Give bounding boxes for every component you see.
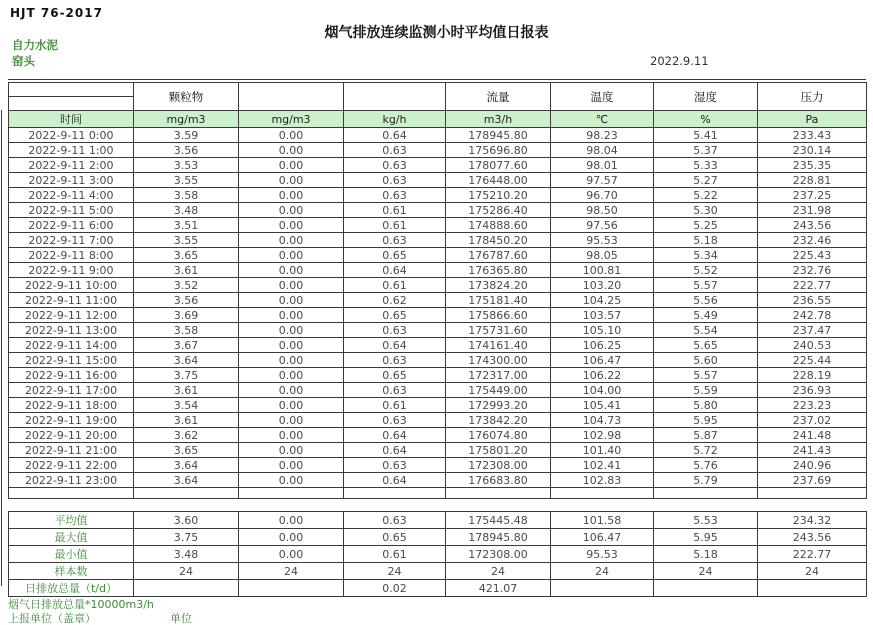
table-row-value: 176074.80 xyxy=(446,428,551,443)
table-row-value: 241.43 xyxy=(758,443,867,458)
table-row-value: 102.83 xyxy=(551,473,654,488)
table-row-value: 237.25 xyxy=(758,188,867,203)
table-row-label: 2022-9-11 14:00 xyxy=(9,338,134,353)
table-row xyxy=(9,233,867,248)
table-row-value: 0.00 xyxy=(239,323,344,338)
summary-row-value xyxy=(134,580,239,597)
summary-row-value: 106.47 xyxy=(551,529,654,546)
table-row-value: 0.00 xyxy=(239,233,344,248)
table-row-value: 105.41 xyxy=(551,398,654,413)
table-row-value: 106.22 xyxy=(551,368,654,383)
table-row-value: 0.65 xyxy=(344,308,446,323)
company-name: 自力水泥 xyxy=(12,38,58,52)
table-row-value: 0.00 xyxy=(239,473,344,488)
table-row-value: 0.00 xyxy=(239,248,344,263)
table-row-value: 174300.00 xyxy=(446,353,551,368)
table-row-value: 0.65 xyxy=(344,248,446,263)
table-row xyxy=(9,383,867,398)
table-row xyxy=(9,293,867,308)
table-row-value: 0.00 xyxy=(239,308,344,323)
table-row xyxy=(9,248,867,263)
table-row-value: 222.77 xyxy=(758,278,867,293)
table-row-value: 105.10 xyxy=(551,323,654,338)
table-row-value: 176448.00 xyxy=(446,173,551,188)
header-time-top xyxy=(9,83,134,97)
summary-row-value: 101.58 xyxy=(551,512,654,529)
table-row-value: 0.00 xyxy=(239,173,344,188)
table-row-value: 3.48 xyxy=(134,203,239,218)
table-row-label: 2022-9-11 11:00 xyxy=(9,293,134,308)
table-row-value: 175286.40 xyxy=(446,203,551,218)
table-row-value: 5.87 xyxy=(654,428,758,443)
table-row-value: 5.57 xyxy=(654,278,758,293)
table-row-value: 5.60 xyxy=(654,353,758,368)
table-row-value: 5.52 xyxy=(654,263,758,278)
summary-row xyxy=(9,563,867,580)
summary-row-value: 0.00 xyxy=(239,512,344,529)
summary-row xyxy=(9,546,867,563)
summary-row-value: 5.18 xyxy=(654,546,758,563)
table-row-value: 95.53 xyxy=(551,233,654,248)
table-row xyxy=(9,188,867,203)
header-col3 xyxy=(344,83,446,111)
summary-row-value: 24 xyxy=(551,563,654,580)
table-row-value: 231.98 xyxy=(758,203,867,218)
footer-unit-label: 单位 xyxy=(170,612,192,625)
table-row-label: 2022-9-11 18:00 xyxy=(9,398,134,413)
summary-row-value: 0.63 xyxy=(344,512,446,529)
table-row-value: 5.30 xyxy=(654,203,758,218)
table-row-value: 178077.60 xyxy=(446,158,551,173)
table-row-value: 0.65 xyxy=(344,368,446,383)
table-row-value: 0.63 xyxy=(344,413,446,428)
table-row-value: 102.41 xyxy=(551,458,654,473)
table-row-value: 225.43 xyxy=(758,248,867,263)
table-row-label: 2022-9-11 13:00 xyxy=(9,323,134,338)
table-row-value: 225.44 xyxy=(758,353,867,368)
table-row-value: 103.57 xyxy=(551,308,654,323)
table-row-label: 2022-9-11 1:00 xyxy=(9,143,134,158)
table-row-value: 0.00 xyxy=(239,278,344,293)
table-row-value: 0.63 xyxy=(344,458,446,473)
table-row-value: 3.64 xyxy=(134,353,239,368)
table-row-value: 5.33 xyxy=(654,158,758,173)
table-row-value: 98.01 xyxy=(551,158,654,173)
standard-number: HJT 76-2017 xyxy=(10,6,103,20)
table-row-label: 2022-9-11 9:00 xyxy=(9,263,134,278)
table-row-value: 0.63 xyxy=(344,158,446,173)
summary-row xyxy=(9,529,867,546)
table-row-label: 2022-9-11 16:00 xyxy=(9,368,134,383)
table-row-label: 2022-9-11 2:00 xyxy=(9,158,134,173)
table-row-label: 2022-9-11 6:00 xyxy=(9,218,134,233)
report-date: 2022.9.11 xyxy=(650,54,709,68)
table-row-value: 0.00 xyxy=(239,203,344,218)
table-row-value: 178945.80 xyxy=(446,128,551,143)
table-row-value: 3.54 xyxy=(134,398,239,413)
data-table xyxy=(8,82,867,499)
table-row-value: 232.46 xyxy=(758,233,867,248)
units-row xyxy=(9,111,867,128)
table-row-label: 2022-9-11 4:00 xyxy=(9,188,134,203)
table-row xyxy=(9,308,867,323)
table-row xyxy=(9,158,867,173)
summary-row xyxy=(9,580,867,597)
table-row xyxy=(9,473,867,488)
summary-row-value: 234.32 xyxy=(758,512,867,529)
table-row xyxy=(9,443,867,458)
table-row-label: 2022-9-11 5:00 xyxy=(9,203,134,218)
table-row-value: 0.64 xyxy=(344,338,446,353)
table-row xyxy=(9,413,867,428)
table-row-value: 3.61 xyxy=(134,383,239,398)
table-row-value: 3.53 xyxy=(134,158,239,173)
table-row-label: 2022-9-11 15:00 xyxy=(9,353,134,368)
table-row-value: 97.57 xyxy=(551,173,654,188)
table-row-value: 172317.00 xyxy=(446,368,551,383)
table-row-value: 0.63 xyxy=(344,323,446,338)
table-row-value: 0.64 xyxy=(344,443,446,458)
table-row xyxy=(9,398,867,413)
table-row-value: 3.59 xyxy=(134,128,239,143)
unit-pm: mg/m3 xyxy=(134,111,239,128)
table-row-value: 228.81 xyxy=(758,173,867,188)
table-row-label: 2022-9-11 7:00 xyxy=(9,233,134,248)
table-row-value: 103.20 xyxy=(551,278,654,293)
table-row-value: 3.75 xyxy=(134,368,239,383)
summary-row-value: 172308.00 xyxy=(446,546,551,563)
table-row-value: 176787.60 xyxy=(446,248,551,263)
table-row-value: 5.56 xyxy=(654,293,758,308)
table-row-label: 2022-9-11 22:00 xyxy=(9,458,134,473)
table-row-value: 3.58 xyxy=(134,323,239,338)
header-row-1 xyxy=(9,83,867,97)
table-row-value: 104.73 xyxy=(551,413,654,428)
table-row-value: 0.00 xyxy=(239,143,344,158)
table-row-value: 173842.20 xyxy=(446,413,551,428)
summary-row-label: 最大值 xyxy=(9,529,134,546)
table-row-value: 3.55 xyxy=(134,233,239,248)
table-row-value: 175449.00 xyxy=(446,383,551,398)
table-row-value: 0.63 xyxy=(344,173,446,188)
table-row-value: 0.00 xyxy=(239,263,344,278)
summary-row-value: 5.53 xyxy=(654,512,758,529)
table-row-value: 0.00 xyxy=(239,383,344,398)
table-row-value: 240.96 xyxy=(758,458,867,473)
table-row-value: 0.63 xyxy=(344,233,446,248)
table-row-value: 173824.20 xyxy=(446,278,551,293)
table-row-value: 240.53 xyxy=(758,338,867,353)
table-row-value: 98.50 xyxy=(551,203,654,218)
unit-flow: m3/h xyxy=(446,111,551,128)
table-row-value: 172308.00 xyxy=(446,458,551,473)
table-row-value: 0.00 xyxy=(239,158,344,173)
table-row-value: 0.64 xyxy=(344,473,446,488)
table-row-value: 106.47 xyxy=(551,353,654,368)
table-row-label: 2022-9-11 12:00 xyxy=(9,308,134,323)
table-row-value: 3.56 xyxy=(134,143,239,158)
footer-report-unit: 上报单位（盖章） xyxy=(8,612,96,625)
table-row-value: 175210.20 xyxy=(446,188,551,203)
table-row xyxy=(9,143,867,158)
unit-humidity: % xyxy=(654,111,758,128)
table-row-value: 3.56 xyxy=(134,293,239,308)
summary-row-value: 3.60 xyxy=(134,512,239,529)
summary-row-value: 0.61 xyxy=(344,546,446,563)
table-row-label: 2022-9-11 0:00 xyxy=(9,128,134,143)
table-row xyxy=(9,173,867,188)
summary-row-value: 243.56 xyxy=(758,529,867,546)
table-row-value: 0.61 xyxy=(344,278,446,293)
table-row-value: 0.00 xyxy=(239,368,344,383)
table-row-label: 2022-9-11 19:00 xyxy=(9,413,134,428)
table-row-value: 175696.80 xyxy=(446,143,551,158)
table-row-value: 0.00 xyxy=(239,428,344,443)
table-row-value: 0.64 xyxy=(344,263,446,278)
table-row-value: 230.14 xyxy=(758,143,867,158)
table-row-value: 237.02 xyxy=(758,413,867,428)
page-title: 烟气排放连续监测小时平均值日报表 xyxy=(324,25,549,41)
table-row-value: 3.62 xyxy=(134,428,239,443)
header-flow: 流量 xyxy=(446,83,551,111)
table-row-label: 2022-9-11 10:00 xyxy=(9,278,134,293)
table-row-value: 0.63 xyxy=(344,188,446,203)
summary-row-value: 178945.80 xyxy=(446,529,551,546)
table-row-value: 5.59 xyxy=(654,383,758,398)
table-row-value: 0.61 xyxy=(344,218,446,233)
table-row-value: 0.00 xyxy=(239,338,344,353)
table-row-value: 98.04 xyxy=(551,143,654,158)
table-row-value: 100.81 xyxy=(551,263,654,278)
table-row-value: 3.67 xyxy=(134,338,239,353)
summary-row-value: 5.95 xyxy=(654,529,758,546)
summary-row-value: 24 xyxy=(239,563,344,580)
table-row-value: 5.79 xyxy=(654,473,758,488)
separator-row xyxy=(9,488,867,499)
unit-temperature: ℃ xyxy=(551,111,654,128)
table-row-value: 5.34 xyxy=(654,248,758,263)
table-row-value: 98.23 xyxy=(551,128,654,143)
table-row-value: 3.65 xyxy=(134,443,239,458)
summary-row-value: 0.65 xyxy=(344,529,446,546)
table-row-value: 175731.60 xyxy=(446,323,551,338)
table-row-value: 0.00 xyxy=(239,353,344,368)
table-row-value: 0.63 xyxy=(344,143,446,158)
table-row xyxy=(9,353,867,368)
summary-row-label: 样本数 xyxy=(9,563,134,580)
table-row-value: 0.61 xyxy=(344,203,446,218)
table-row-value: 0.00 xyxy=(239,293,344,308)
table-row-value: 0.63 xyxy=(344,353,446,368)
unit-col2: mg/m3 xyxy=(239,111,344,128)
summary-row-value: 0.02 xyxy=(344,580,446,597)
table-row-value: 237.47 xyxy=(758,323,867,338)
table-row-value: 5.76 xyxy=(654,458,758,473)
table-row-label: 2022-9-11 23:00 xyxy=(9,473,134,488)
summary-row-value: 3.75 xyxy=(134,529,239,546)
table-row-value: 104.25 xyxy=(551,293,654,308)
table-row-value: 237.69 xyxy=(758,473,867,488)
unit-pressure: Pa xyxy=(758,111,867,128)
table-row xyxy=(9,218,867,233)
summary-row-value: 24 xyxy=(134,563,239,580)
summary-row-value xyxy=(758,580,867,597)
table-row-label: 2022-9-11 8:00 xyxy=(9,248,134,263)
table-row xyxy=(9,278,867,293)
table-row xyxy=(9,263,867,278)
table-row-value: 102.98 xyxy=(551,428,654,443)
table-row-value: 3.65 xyxy=(134,248,239,263)
summary-row-value: 24 xyxy=(344,563,446,580)
table-row-value: 232.76 xyxy=(758,263,867,278)
table-row-value: 3.52 xyxy=(134,278,239,293)
summary-row-value: 0.00 xyxy=(239,529,344,546)
table-row-value: 5.37 xyxy=(654,143,758,158)
table-row-value: 223.23 xyxy=(758,398,867,413)
header-col2 xyxy=(239,83,344,111)
table-row-value: 5.57 xyxy=(654,368,758,383)
summary-row-label: 平均值 xyxy=(9,512,134,529)
table-row-value: 5.25 xyxy=(654,218,758,233)
table-row-value: 0.63 xyxy=(344,383,446,398)
summary-row-label: 日排放总量（t/d） xyxy=(9,580,134,597)
table-row xyxy=(9,338,867,353)
table-row-label: 2022-9-11 20:00 xyxy=(9,428,134,443)
table-row-value: 0.00 xyxy=(239,218,344,233)
table-row-value: 0.00 xyxy=(239,413,344,428)
table-row-value: 98.05 xyxy=(551,248,654,263)
table-row-value: 178450.20 xyxy=(446,233,551,248)
table-row-value: 236.55 xyxy=(758,293,867,308)
summary-row-value: 0.00 xyxy=(239,546,344,563)
header-time-bottom xyxy=(9,97,134,111)
left-rule xyxy=(1,110,2,586)
table-row-value: 174888.60 xyxy=(446,218,551,233)
table-row-value: 0.61 xyxy=(344,398,446,413)
summary-row-value: 24 xyxy=(758,563,867,580)
table-row-value: 235.35 xyxy=(758,158,867,173)
summary-row-value: 3.48 xyxy=(134,546,239,563)
header-temperature: 温度 xyxy=(551,83,654,111)
table-row-value: 236.93 xyxy=(758,383,867,398)
table-row-value: 5.41 xyxy=(654,128,758,143)
summary-row-value xyxy=(239,580,344,597)
table-row-value: 0.00 xyxy=(239,458,344,473)
table-row-value: 0.00 xyxy=(239,443,344,458)
table-row-value: 3.55 xyxy=(134,173,239,188)
table-row-value: 96.70 xyxy=(551,188,654,203)
table-row-label: 2022-9-11 3:00 xyxy=(9,173,134,188)
table-row-value: 0.64 xyxy=(344,428,446,443)
summary-row-value: 421.07 xyxy=(446,580,551,597)
monitoring-point: 窑头 xyxy=(12,54,35,68)
table-row-value: 3.58 xyxy=(134,188,239,203)
table-row-value: 3.61 xyxy=(134,263,239,278)
time-label: 时间 xyxy=(9,111,134,128)
table-row-value: 3.64 xyxy=(134,458,239,473)
table-row-label: 2022-9-11 21:00 xyxy=(9,443,134,458)
summary-row-value: 175445.48 xyxy=(446,512,551,529)
summary-row-value: 24 xyxy=(654,563,758,580)
summary-row xyxy=(9,512,867,529)
table-row xyxy=(9,458,867,473)
table-row-value: 3.51 xyxy=(134,218,239,233)
table-row-value: 0.00 xyxy=(239,398,344,413)
summary-row-value: 222.77 xyxy=(758,546,867,563)
table-row-value: 0.00 xyxy=(239,128,344,143)
table-row xyxy=(9,323,867,338)
table-row-value: 176683.80 xyxy=(446,473,551,488)
top-rule xyxy=(8,79,866,80)
table-row-value: 5.72 xyxy=(654,443,758,458)
table-row-value: 175801.20 xyxy=(446,443,551,458)
table-row-value: 101.40 xyxy=(551,443,654,458)
table-row-value: 242.78 xyxy=(758,308,867,323)
table-row xyxy=(9,128,867,143)
table-row-value: 5.27 xyxy=(654,173,758,188)
summary-row-value xyxy=(551,580,654,597)
summary-row-value: 95.53 xyxy=(551,546,654,563)
table-row-value: 104.00 xyxy=(551,383,654,398)
table-row-value: 0.64 xyxy=(344,128,446,143)
table-row-value: 5.95 xyxy=(654,413,758,428)
table-row-value: 233.43 xyxy=(758,128,867,143)
summary-row-value xyxy=(654,580,758,597)
table-row-value: 5.49 xyxy=(654,308,758,323)
table-row-value: 97.56 xyxy=(551,218,654,233)
table-row-value: 3.69 xyxy=(134,308,239,323)
table-row-value: 175181.40 xyxy=(446,293,551,308)
table-row-label: 2022-9-11 17:00 xyxy=(9,383,134,398)
table-row-value: 5.80 xyxy=(654,398,758,413)
header-pressure: 压力 xyxy=(758,83,867,111)
table-row-value: 106.25 xyxy=(551,338,654,353)
header-pm: 颗粒物 xyxy=(134,83,239,111)
summary-row-label: 最小值 xyxy=(9,546,134,563)
table-row-value: 175866.60 xyxy=(446,308,551,323)
table-row xyxy=(9,428,867,443)
table-row-value: 5.54 xyxy=(654,323,758,338)
summary-row-value: 24 xyxy=(446,563,551,580)
table-row-value: 176365.80 xyxy=(446,263,551,278)
table-row-value: 5.22 xyxy=(654,188,758,203)
table-row-value: 5.65 xyxy=(654,338,758,353)
table-row xyxy=(9,368,867,383)
table-row-value: 0.00 xyxy=(239,188,344,203)
table-row-value: 3.64 xyxy=(134,473,239,488)
header-humidity: 湿度 xyxy=(654,83,758,111)
table-row-value: 3.61 xyxy=(134,413,239,428)
summary-table xyxy=(8,511,867,597)
table-row-value: 172993.20 xyxy=(446,398,551,413)
table-row-value: 241.48 xyxy=(758,428,867,443)
table-row-value: 243.56 xyxy=(758,218,867,233)
table-row xyxy=(9,203,867,218)
table-row-value: 5.18 xyxy=(654,233,758,248)
unit-col3: kg/h xyxy=(344,111,446,128)
table-row-value: 0.62 xyxy=(344,293,446,308)
footer-note: 烟气日排放总量*10000m3/h xyxy=(8,598,154,611)
table-row-value: 228.19 xyxy=(758,368,867,383)
table-row-value: 174161.40 xyxy=(446,338,551,353)
